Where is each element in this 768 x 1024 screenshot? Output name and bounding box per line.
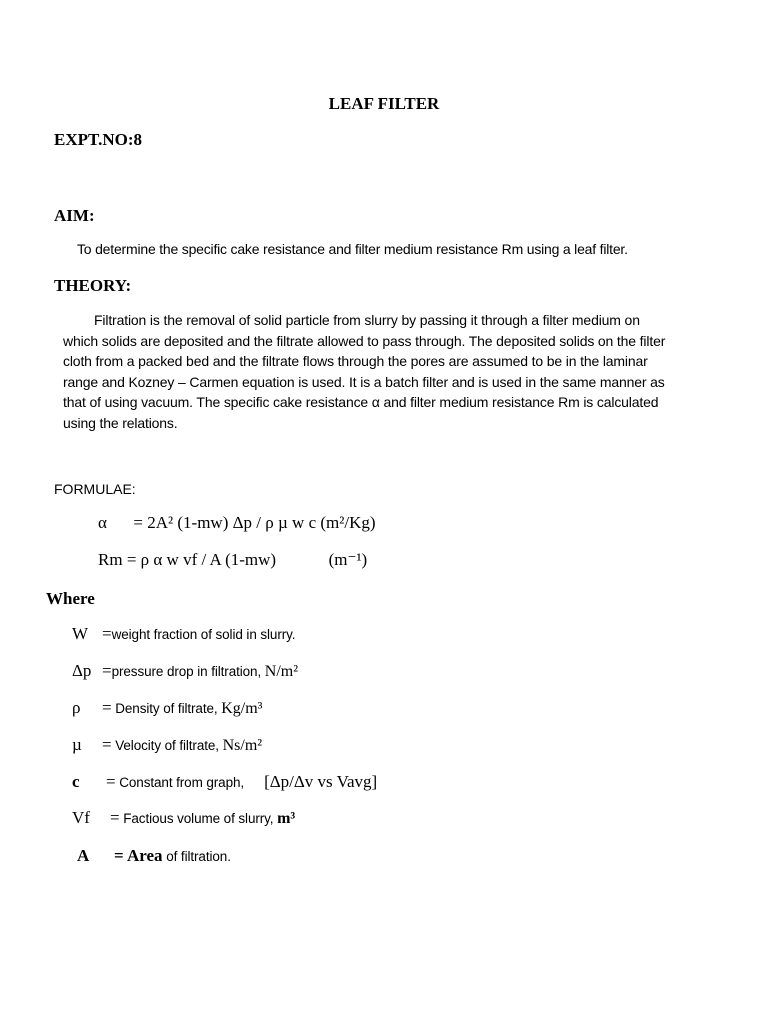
- definition-equals: =: [102, 735, 112, 754]
- theory-line: range and Kozney – Carmen equation is used. It is a batch filter and is used in the same manner as: [63, 373, 665, 390]
- theory-heading: THEORY:: [54, 276, 132, 295]
- definition-equals: =: [106, 772, 116, 791]
- formula-rm: [98, 550, 367, 570]
- definition-equals: =: [102, 698, 112, 717]
- definition-row: [72, 808, 295, 828]
- definition-symbol: Δp: [72, 661, 92, 680]
- definition-unit: Kg/m³: [221, 700, 263, 717]
- definition-text: pressure drop in filtration,: [111, 664, 265, 679]
- formula-rm-unit: (m⁻¹): [328, 550, 368, 569]
- formula-rm-lhs: Rm: [98, 550, 123, 569]
- definition-symbol: c: [72, 772, 80, 791]
- definition-unit: m³: [277, 810, 296, 827]
- definition-row: [72, 735, 262, 755]
- definition-row: [72, 698, 262, 718]
- formula-alpha-lhs: α: [98, 513, 107, 532]
- formula-alpha-rhs: = 2A² (1-mw) Δp / ρ µ w c (m²/Kg): [133, 513, 376, 532]
- definition-symbol: W: [72, 624, 89, 643]
- formula-alpha: [98, 513, 376, 533]
- definition-text: Velocity of filtrate,: [111, 738, 223, 753]
- definition-text: Factious volume of slurry,: [119, 811, 278, 826]
- theory-line: cloth from a packed bed and the filtrate flows through the pores are assumed to be in the laminar: [63, 353, 648, 370]
- definition-equals: =: [102, 661, 112, 680]
- definition-equals: = Area: [114, 846, 163, 865]
- definition-text: Density of filtrate,: [111, 701, 222, 716]
- definition-row: [72, 624, 295, 644]
- definition-unit: Ns/m²: [222, 737, 263, 754]
- definition-text: of filtration.: [162, 849, 231, 864]
- definition-row: [72, 661, 298, 681]
- theory-line: which solids are deposited and the filtrate allowed to pass through. The deposited solids on the filter: [63, 332, 666, 349]
- theory-line: using the relations.: [63, 414, 178, 431]
- definition-unit: N/m²: [264, 663, 299, 680]
- aim-heading: AIM:: [54, 206, 95, 225]
- theory-paragraph: [63, 310, 683, 434]
- formulae-heading: FORMULAE:: [54, 481, 136, 497]
- formula-rm-rhs: = ρ α w vf / A (1-mw): [126, 550, 277, 569]
- experiment-number: EXPT.NO:8: [54, 130, 142, 149]
- definition-text: Constant from graph,: [115, 775, 245, 790]
- document-title: LEAF FILTER: [328, 94, 440, 113]
- theory-line: that of using vacuum. The specific cake resistance α and filter medium resistance Rm is calculated: [63, 394, 659, 411]
- definition-symbol: A: [77, 846, 90, 865]
- where-heading: Where: [46, 589, 95, 608]
- definition-text: weight fraction of solid in slurry.: [111, 627, 296, 642]
- definition-unit: [Δp/Δv vs Vavg]: [264, 772, 378, 791]
- definition-symbol: Vf: [72, 808, 90, 827]
- definition-equals: =: [110, 808, 120, 827]
- definition-symbol: µ: [72, 735, 82, 754]
- theory-line: Filtration is the removal of solid particle from slurry by passing it through a filter medium on: [94, 312, 640, 328]
- definition-equals: =: [102, 624, 112, 643]
- definition-row: [77, 846, 231, 866]
- definition-row: [72, 772, 377, 792]
- definition-symbol: ρ: [72, 698, 81, 717]
- aim-text: To determine the specific cake resistance and filter medium resistance Rm using a leaf filter.: [77, 241, 628, 257]
